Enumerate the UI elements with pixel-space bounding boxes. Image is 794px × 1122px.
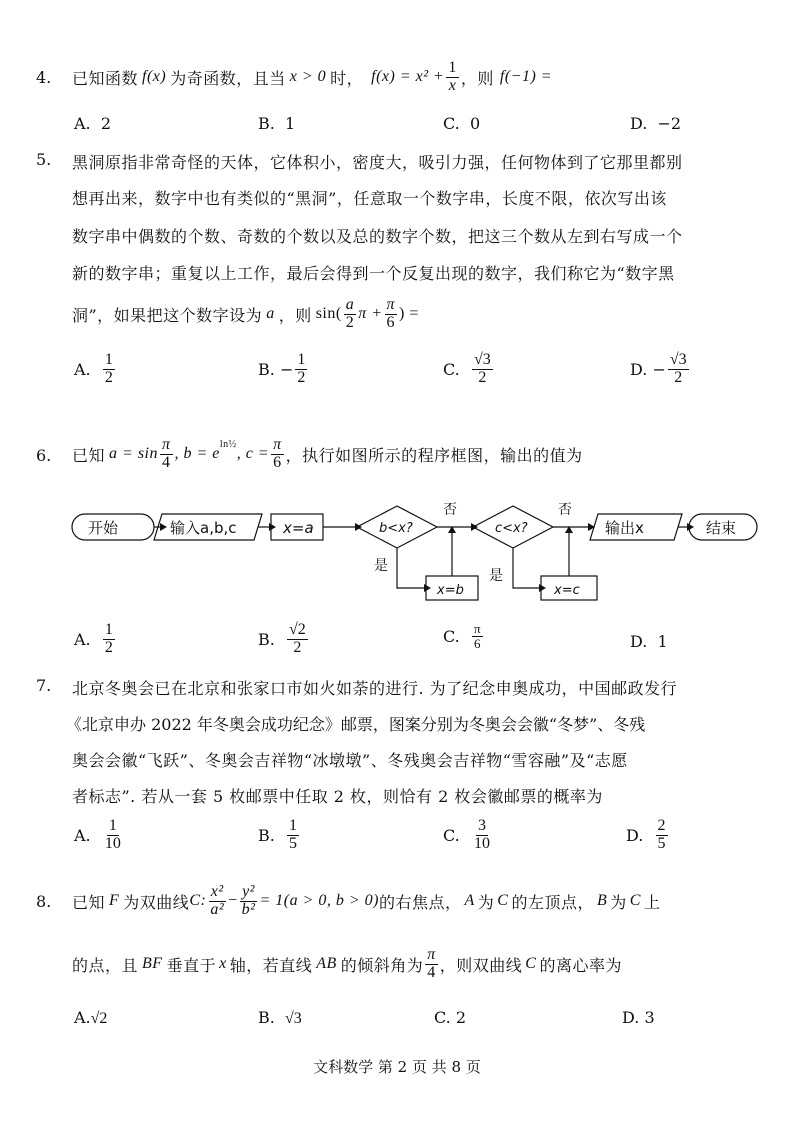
fraction: $\frac{√2}{2}$ bbox=[289, 621, 306, 656]
question-stem: 的点，且 BF 垂直于 x 轴，若直线 AB 的倾斜角为 $\frac{\pi}{4}$ ，则双曲线 C 的离心率为 bbox=[72, 945, 622, 981]
fraction: $\frac{\text{x²}}{\text{a²}}$ bbox=[210, 882, 225, 918]
option-c[interactable]: C. 2 bbox=[434, 1008, 467, 1027]
page-footer: 文科数学 第 2 页 共 8 页 bbox=[313, 1058, 481, 1076]
fraction: $\frac{1}{10}$ bbox=[104, 817, 121, 852]
question-text-line: 《北京申办 2022 年冬奥会成功纪念》邮票，图案分别为冬奥会会徽“冬梦”、冬残 bbox=[66, 715, 646, 734]
option-b[interactable]: B. − $\frac{1}{2}$ bbox=[258, 351, 306, 386]
assign-label: x=a bbox=[283, 519, 314, 537]
fraction: $\frac{\pi}{6}$ bbox=[273, 435, 282, 471]
fraction: $\frac{1}{2}$ bbox=[297, 351, 306, 386]
fraction: $\frac{√3}{2}$ bbox=[669, 351, 687, 386]
input-label: 输入a,b,c bbox=[170, 519, 237, 537]
fraction: $\frac{2}{5}$ bbox=[657, 817, 666, 852]
question-number: 7. bbox=[36, 676, 52, 695]
option-d[interactable]: D. −2 bbox=[630, 114, 682, 133]
option-c[interactable]: C. $\frac{3}{10}$ bbox=[443, 817, 490, 852]
fraction: $\frac{√3}{2}$ bbox=[473, 351, 491, 386]
fraction: $\frac{\pi}{6}$ bbox=[473, 621, 481, 651]
option-b[interactable]: B. $\frac{√2}{2}$ bbox=[258, 621, 306, 656]
decision-c-label: c<x? bbox=[495, 521, 528, 536]
fraction: $\frac{\pi}{4}$ bbox=[161, 435, 171, 471]
question-text-line: 奥会会徽“飞跃”、冬奥会吉祥物“冰墩墩”、冬残奥会吉祥物“雪容融”及“志愿 bbox=[72, 751, 628, 770]
question-text-line: 洞”，如果把这个数字设为 a ，则 sin( $\frac{a}{2}$ π + $\frac{\pi}{6}$ ) = bbox=[72, 295, 419, 331]
decision-b-label: b<x? bbox=[379, 521, 413, 536]
option-d[interactable]: D. 1 bbox=[630, 632, 668, 651]
option-a[interactable]: A. 2 bbox=[74, 114, 111, 133]
option-a[interactable]: A. $\frac{1}{10}$ bbox=[74, 817, 121, 852]
fraction: $\frac{a}{2}$ bbox=[345, 295, 355, 331]
question-text-line: 北京冬奥会已在北京和张家口市如火如荼的进行. 为了纪念申奥成功，中国邮政发行 bbox=[72, 679, 678, 698]
no-label: 否 bbox=[558, 502, 572, 518]
question-text-line: 想再出来，数字中也有类似的“黑洞”，任意取一个数字串，长度不限，依次写出该 bbox=[72, 189, 667, 208]
fraction: $\frac{\pi}{4}$ bbox=[427, 945, 436, 981]
option-c[interactable]: C. $\frac{√3}{2}$ bbox=[443, 351, 491, 386]
fraction: $\frac{3}{10}$ bbox=[473, 817, 490, 852]
fraction: $\frac{1}{2}$ bbox=[104, 621, 113, 656]
question-stem: 已知函数 f(x) 为奇函数，且当 x > 0 时， f(x) = x² + $\frac{1}{x}$ ，则 f(−1) = bbox=[72, 58, 553, 94]
yes-label: 是 bbox=[374, 558, 388, 574]
option-b[interactable]: B. $\frac{1}{5}$ bbox=[258, 817, 298, 852]
option-a[interactable]: A. $\frac{1}{2}$ bbox=[74, 621, 113, 656]
question-number: 4. bbox=[36, 68, 52, 87]
box-c-label: x=c bbox=[554, 583, 580, 598]
no-label: 否 bbox=[443, 502, 457, 518]
option-c[interactable]: C. 0 bbox=[443, 114, 481, 133]
option-d[interactable]: D. $\frac{2}{5}$ bbox=[626, 817, 666, 852]
question-text-line: 者标志”. 若从一套 5 枚邮票中任取 2 枚，则恰有 2 枚会徽邮票的概率为 bbox=[72, 787, 603, 806]
question-number: 5. bbox=[36, 150, 52, 169]
question-number: 8. bbox=[36, 892, 52, 911]
option-c[interactable]: C. $\frac{\pi}{6}$ bbox=[443, 621, 481, 651]
option-b[interactable]: B. √3 bbox=[258, 1008, 302, 1027]
output-label: 输出x bbox=[605, 519, 644, 537]
question-stem: 已知 F 为双曲线 C: $\frac{\text{x²}}{\text{a²}}$ − $\frac{\text{y²}}{\text{b²}}$ = 1(a > 0, b > 0) 的右焦点， A 为 C 的左顶点， B 为 C 上 bbox=[72, 882, 661, 918]
fraction: $\frac{1}{x}$ bbox=[448, 58, 457, 94]
question-text-line: 黑洞原指非常奇怪的天体，它体积小，密度大，吸引力强，任何物体到了它那里都别 bbox=[72, 153, 683, 172]
question-stem: 已知 a = sin $\frac{\pi}{4}$ , b = e $^{ln\frac{1}{2}}$ , c = $\frac{\pi}{6}$ ，执行如图所示的程序框图，输出的值为 bbox=[72, 435, 583, 471]
end-label: 结束 bbox=[706, 519, 737, 537]
start-label: 开始 bbox=[88, 519, 119, 537]
fraction: $\frac{1}{2}$ bbox=[104, 351, 113, 386]
yes-label: 是 bbox=[489, 568, 503, 584]
question-text-line: 新的数字串；重复以上工作，最后会得到一个反复出现的数字，我们称它为“数字黑 bbox=[72, 264, 675, 283]
option-d[interactable]: D. 3 bbox=[622, 1008, 655, 1027]
fraction: $\frac{\text{y²}}{\text{b²}}$ bbox=[241, 882, 256, 918]
option-d[interactable]: D. − $\frac{√3}{2}$ bbox=[630, 351, 687, 386]
program-flowchart bbox=[0, 490, 794, 610]
option-a[interactable]: A. $\frac{1}{2}$ bbox=[74, 351, 113, 386]
question-number: 6. bbox=[36, 446, 52, 465]
question-text-line: 数字串中偶数的个数、奇数的个数以及总的数字个数，把这三个数从左到右写成一个 bbox=[72, 227, 683, 246]
box-b-label: x=b bbox=[437, 583, 464, 598]
fraction: $\frac{1}{5}$ bbox=[289, 817, 298, 852]
option-a[interactable]: A.√2 bbox=[74, 1008, 108, 1027]
option-b[interactable]: B. 1 bbox=[258, 114, 296, 133]
fraction: $\frac{\pi}{6}$ bbox=[386, 295, 396, 331]
